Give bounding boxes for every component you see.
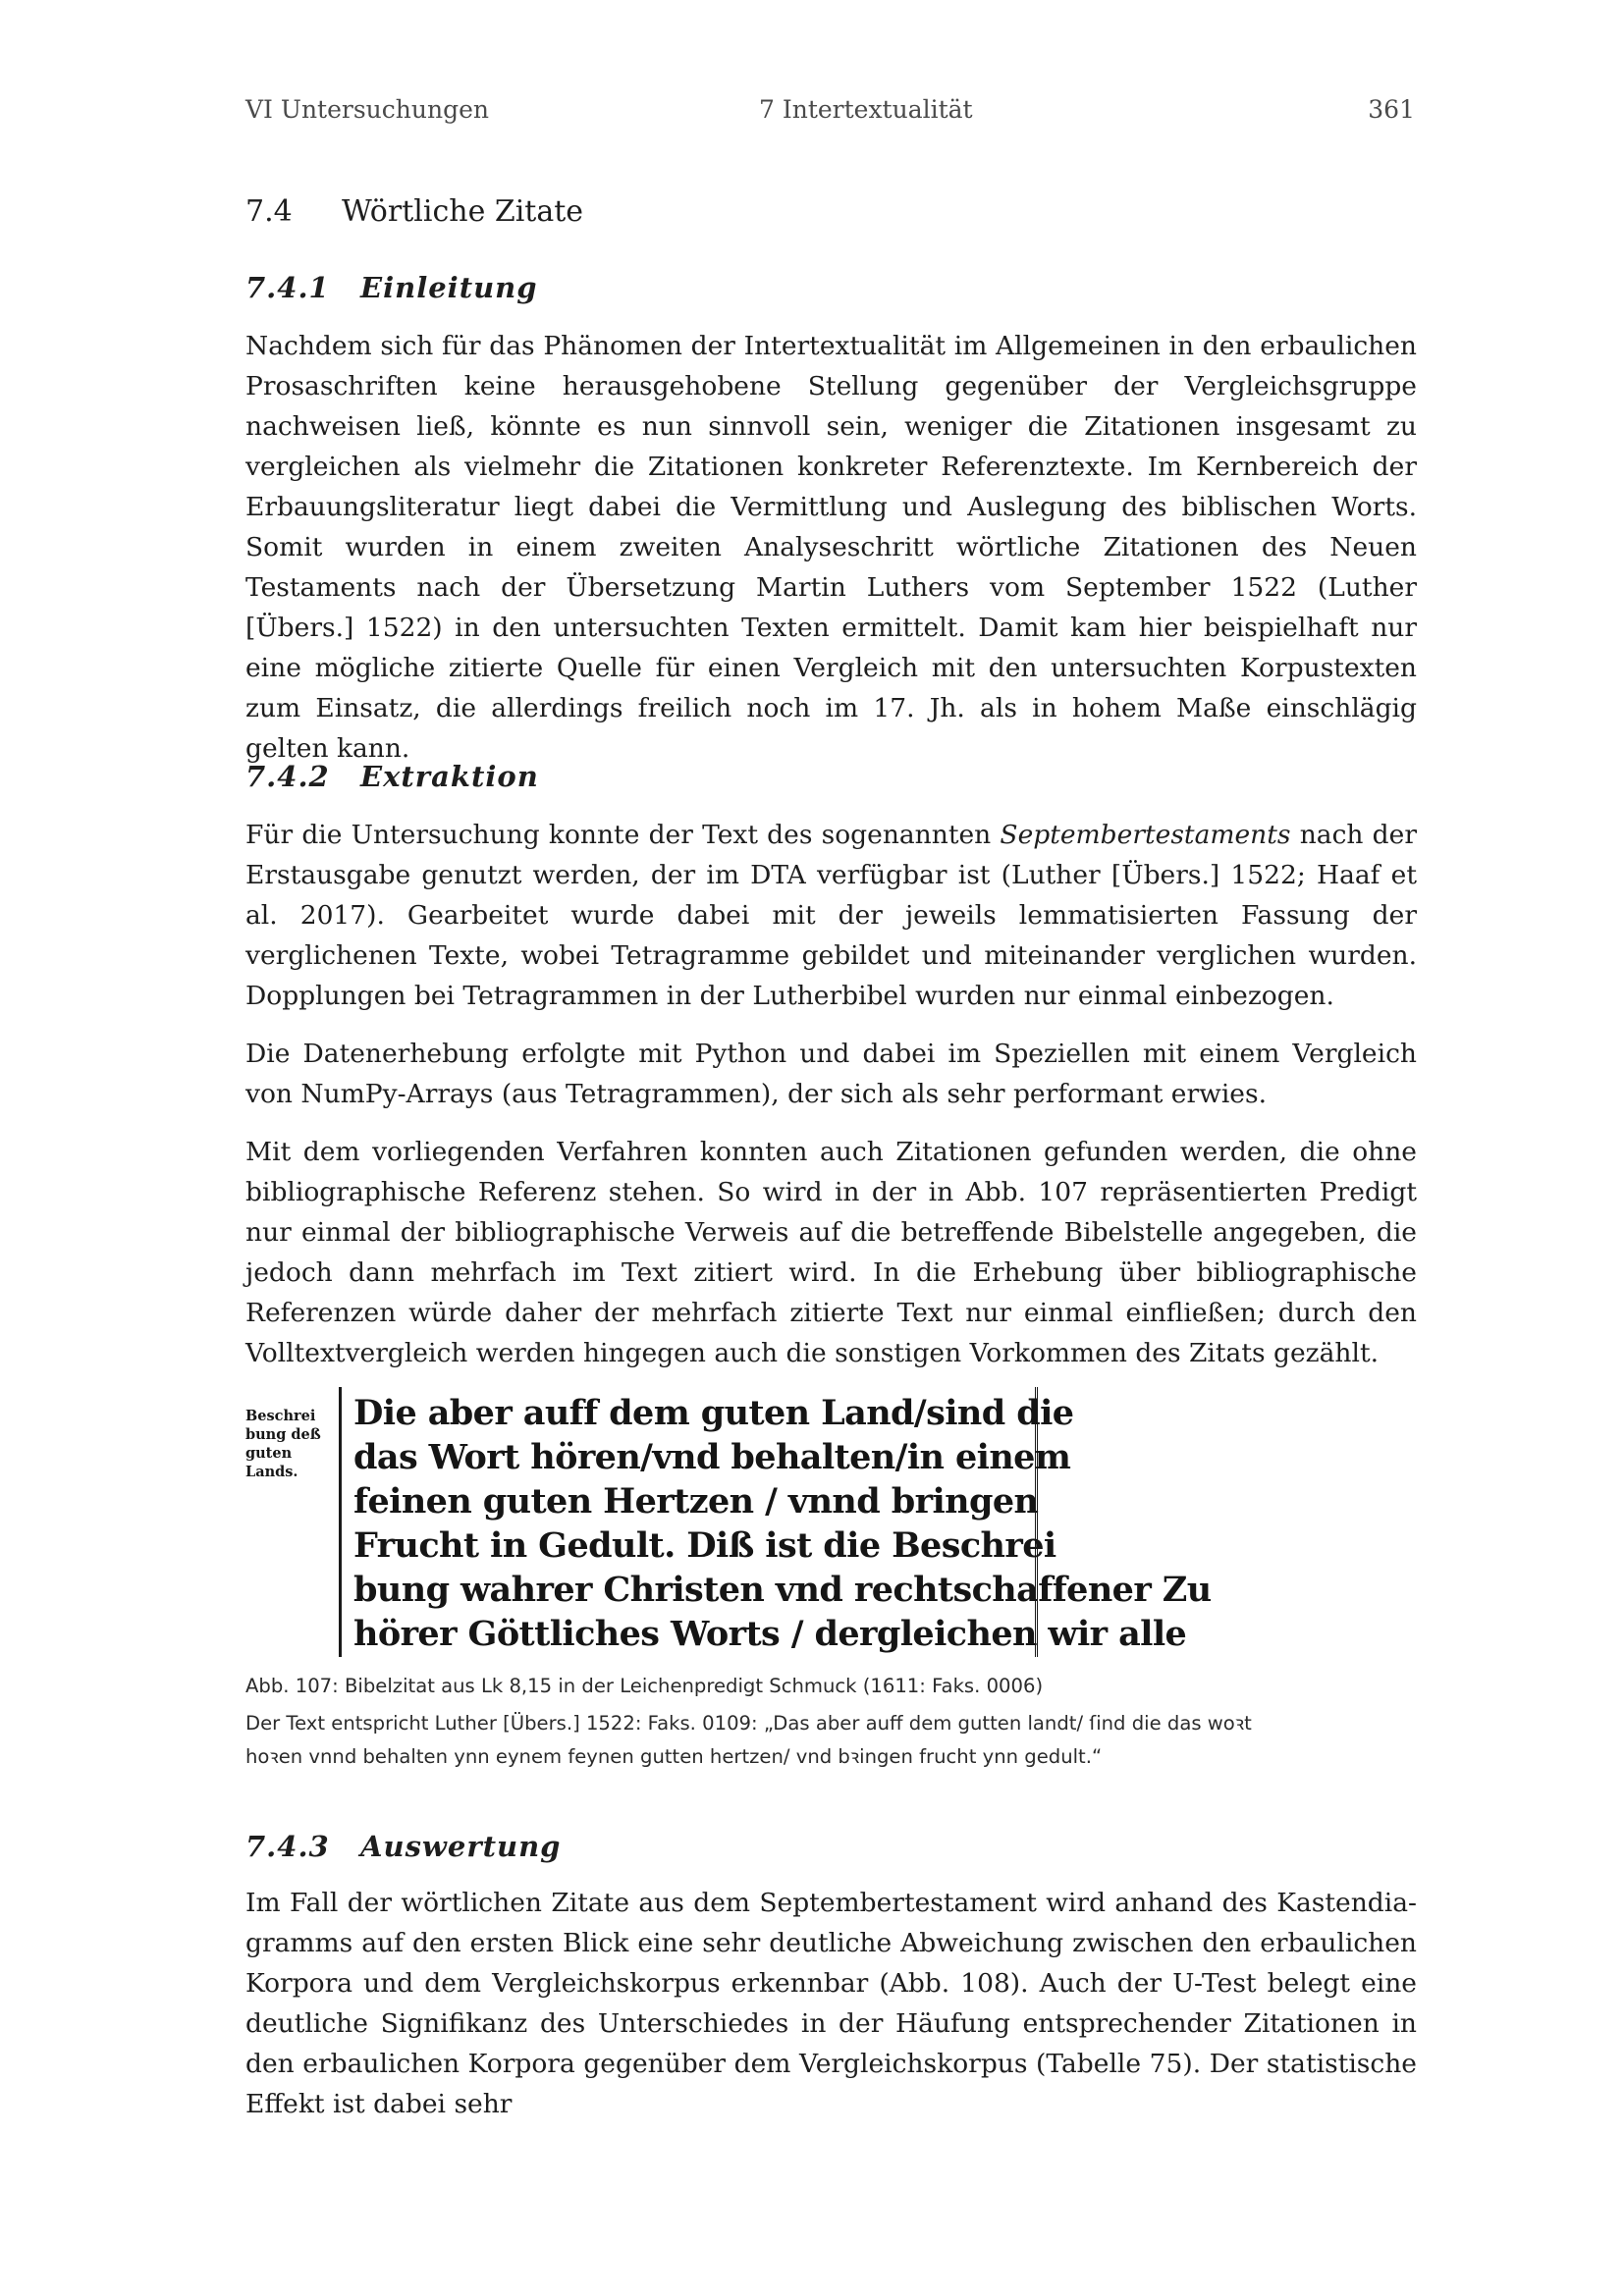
section-title: Wörtliche Zitate: [342, 194, 584, 229]
running-header-chapter: 7 Intertextualität: [759, 95, 973, 124]
page-number: 361: [1368, 95, 1415, 124]
facsimile-line: das Wort hören/vnd behalten/in einem: [353, 1437, 1071, 1477]
margin-note-line: bung deß: [245, 1426, 321, 1443]
paragraph-text: Für die Untersuchung konnte der Text des sogenannten: [245, 820, 1001, 850]
section-number: 7.4: [245, 194, 293, 229]
paragraph: Mit dem vorliegenden Verfahren konnten auch Zitationen gefunden werden, die ohne bibliographische Referenz stehen. So wird in der in Abb. 107 repräsentierten Predigt nur einmal der bibliographische Verweis auf die betreffende Bibelstelle angegeben, die jedoch dann mehrfach im Text zitiert wird. In die Erhebung über bibliographische Referenzen würde daher der mehrfach zitierte Text nur einmal einfließen; durch den Volltextvergleich werden hingegen auch die sonstigen Vorkommen des Zitats gezählt.: [245, 1137, 1417, 1368]
emphasized-title: Septembertestaments: [1000, 820, 1291, 850]
margin-note-line: Beschrei: [245, 1408, 316, 1424]
paragraph: Die Datenerhebung erfolgte mit Python und dabei im Speziellen mit einem Vergleich von NumPy-Arrays (aus Tetragrammen), der sich als sehr performant erwies.: [245, 1039, 1417, 1109]
running-header: [245, 95, 1417, 134]
figure-caption: Abb. 107: Bibelzitat aus Lk 8,15 in der Leichenpredigt Schmuck (1611: Faks. 0006): [245, 1675, 1044, 1697]
subsection-title: Extraktion: [360, 760, 539, 793]
subsection-title: Auswertung: [360, 1830, 562, 1863]
facsimile-line: Die aber auff dem guten Land/sind die: [353, 1393, 1074, 1433]
facsimile-line: Frucht in Gedult. Diß ist die Beschrei: [353, 1525, 1056, 1566]
figure-note: Der Text entspricht Luther [Übers.] 1522: Faks. 0109: „Das aber auff dem gutten landt/ ſind die das woꝛt: [245, 1712, 1252, 1735]
paragraph-text: nach der Erstausgabe genutzt werden, der im DTA verfügbar ist (Luther [Übers.] 1522; Haaf et al. 2017). Gearbeitet wurde dabei mit der jeweils lemmatisierten Fassung der verglichenen Texte, wobei Tetragramme gebildet und miteinander verglichen wurden. Dopplungen bei Tetragrammen in der Lutherbibel wurden nur einmal einbezogen.: [245, 820, 1417, 1011]
subsection-number: 7.4.3: [245, 1830, 330, 1863]
figure-text-frame: [339, 1387, 1212, 1657]
subsection-title: Einleitung: [360, 271, 538, 304]
facsimile-line: hörer Göttliches Worts / dergleichen wir alle: [353, 1614, 1187, 1654]
subsection-number: 7.4.2: [245, 760, 330, 793]
figure-facsimile: [245, 1387, 1212, 1657]
facsimile-line: bung wahrer Christen vnd rechtschaffener Zu: [353, 1570, 1212, 1610]
margin-note-line: guten: [245, 1445, 293, 1462]
facsimile-line: feinen guten Hertzen / vnnd bringen: [353, 1481, 1039, 1522]
margin-note-line: Lands.: [245, 1464, 298, 1480]
paragraph: Nachdem sich für das Phänomen der Intertextualität im Allgemeinen in den erbaulichen Prosaschriften keine herausgehobene Stellung gegenüber der Vergleichsgruppe nachweisen ließ, könnte es nun sinnvoll sein, weniger die Zitationen insgesamt zu vergleichen als vielmehr die Zitationen konkreter Referenztexte. Im Kernbereich der Erbauungsliteratur liegt dabei die Vermittlung und Auslegung des biblischen Worts. Somit wurden in einem zweiten Analyseschritt wörtliche Zitationen des Neuen Testaments nach der Übersetzung Martin Luthers vom September 1522 (Luther [Übers.] 1522) in den untersuchten Texten ermittelt. Damit kam hier beispielhaft nur eine mögliche zitierte Quelle für einen Vergleich mit den untersuchten Korpustexten zum Einsatz, die allerdings freilich noch im 17. Jh. als in hohem Maße einschlägig gelten kann.: [245, 331, 1417, 764]
paragraph: [245, 815, 1417, 1016]
subsection-number: 7.4.1: [245, 271, 330, 304]
figure-margin-note: [245, 1407, 342, 1481]
running-header-part: VI Untersuchungen: [245, 95, 489, 124]
paragraph: Im Fall der wörtlichen Zitate aus dem Septembertestament wird anhand des Kastendiagramms auf den ersten Blick eine sehr deutliche Abweichung zwischen den erbaulichen Korpora und dem Vergleichskorpus erkennbar (Abb. 108). Auch der U-Test belegt eine deutliche Signifikanz des Unterschiedes in der Häufung entsprechender Zitationen in den erbaulichen Korpora gegenüber dem Vergleichskorpus (Tabelle 75). Der statistische Effekt ist dabei sehr: [245, 1888, 1417, 2119]
figure-note: hoꝛen vnnd behalten ynn eynem feynen gutten hertzen/ vnd bꝛingen frucht ynn gedult.“: [245, 1745, 1103, 1768]
